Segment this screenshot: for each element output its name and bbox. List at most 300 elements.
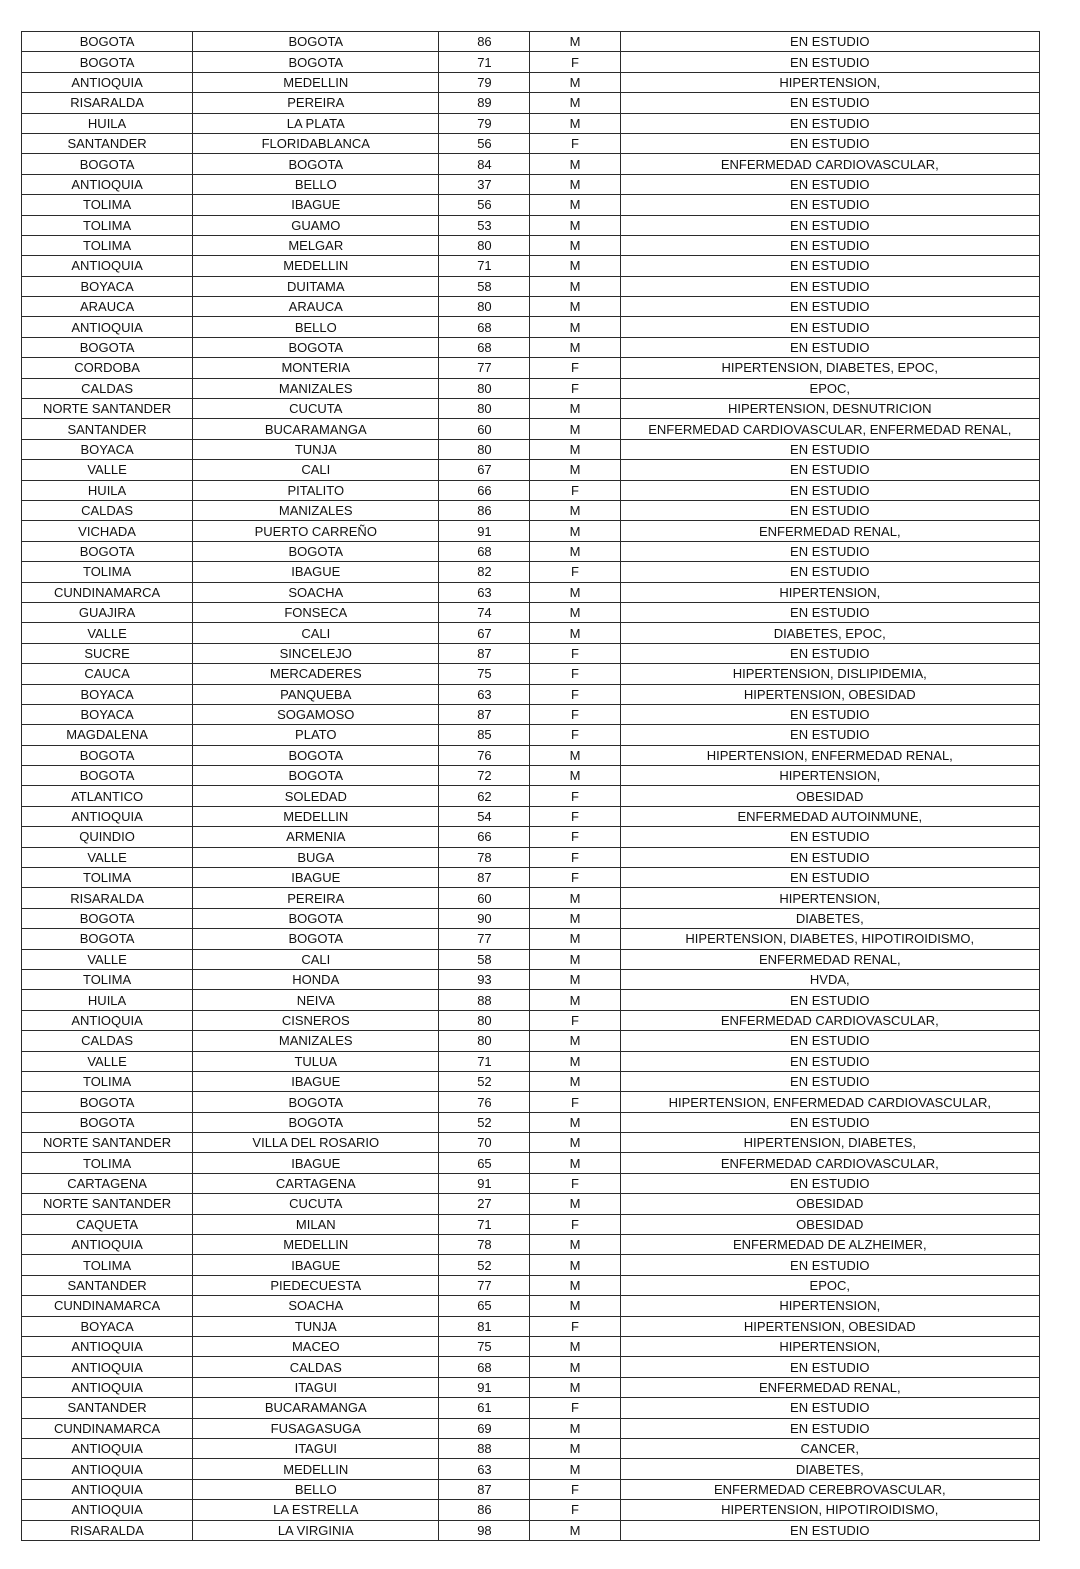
municipality-cell: TULUA bbox=[193, 1051, 439, 1071]
department-cell: CORDOBA bbox=[22, 358, 193, 378]
department-cell: SUCRE bbox=[22, 643, 193, 663]
table-row bbox=[22, 1459, 1040, 1479]
municipality-cell: MANIZALES bbox=[193, 1031, 439, 1051]
condition-cell: OBESIDAD bbox=[620, 1194, 1039, 1214]
municipality-cell: PIEDECUESTA bbox=[193, 1275, 439, 1295]
age-cell: 69 bbox=[439, 1418, 530, 1438]
table-row bbox=[22, 72, 1040, 92]
sex-cell: M bbox=[530, 1438, 620, 1458]
sex-cell: M bbox=[530, 235, 620, 255]
table-row bbox=[22, 623, 1040, 643]
table-row bbox=[22, 1398, 1040, 1418]
condition-cell: OBESIDAD bbox=[620, 786, 1039, 806]
condition-cell: ENFERMEDAD CARDIOVASCULAR, ENFERMEDAD RENAL, bbox=[620, 419, 1039, 439]
table-row bbox=[22, 1133, 1040, 1153]
condition-cell: EN ESTUDIO bbox=[620, 602, 1039, 622]
municipality-cell: ARMENIA bbox=[193, 827, 439, 847]
condition-cell: EN ESTUDIO bbox=[620, 32, 1039, 52]
table-row bbox=[22, 1296, 1040, 1316]
table-row bbox=[22, 1153, 1040, 1173]
sex-cell: M bbox=[530, 93, 620, 113]
sex-cell: F bbox=[530, 562, 620, 582]
sex-cell: M bbox=[530, 500, 620, 520]
department-cell: CARTAGENA bbox=[22, 1173, 193, 1193]
table-row bbox=[22, 337, 1040, 357]
department-cell: CALDAS bbox=[22, 378, 193, 398]
condition-cell: DIABETES, bbox=[620, 1459, 1039, 1479]
municipality-cell: MANIZALES bbox=[193, 500, 439, 520]
condition-cell: EN ESTUDIO bbox=[620, 827, 1039, 847]
sex-cell: M bbox=[530, 1112, 620, 1132]
table-row bbox=[22, 1173, 1040, 1193]
condition-cell: EN ESTUDIO bbox=[620, 1031, 1039, 1051]
table-row bbox=[22, 521, 1040, 541]
age-cell: 65 bbox=[439, 1296, 530, 1316]
municipality-cell: IBAGUE bbox=[193, 1071, 439, 1091]
age-cell: 87 bbox=[439, 704, 530, 724]
age-cell: 60 bbox=[439, 888, 530, 908]
municipality-cell: BOGOTA bbox=[193, 52, 439, 72]
table-row bbox=[22, 195, 1040, 215]
department-cell: BOGOTA bbox=[22, 745, 193, 765]
department-cell: VALLE bbox=[22, 1051, 193, 1071]
sex-cell: M bbox=[530, 1255, 620, 1275]
table-row bbox=[22, 643, 1040, 663]
table-row bbox=[22, 1500, 1040, 1520]
municipality-cell: MANIZALES bbox=[193, 378, 439, 398]
age-cell: 76 bbox=[439, 1092, 530, 1112]
age-cell: 88 bbox=[439, 1438, 530, 1458]
age-cell: 76 bbox=[439, 745, 530, 765]
table-row bbox=[22, 358, 1040, 378]
municipality-cell: MELGAR bbox=[193, 235, 439, 255]
condition-cell: HIPERTENSION, bbox=[620, 1296, 1039, 1316]
municipality-cell: MERCADERES bbox=[193, 664, 439, 684]
condition-cell: OBESIDAD bbox=[620, 1214, 1039, 1234]
municipality-cell: BUCARAMANGA bbox=[193, 419, 439, 439]
municipality-cell: PANQUEBA bbox=[193, 684, 439, 704]
municipality-cell: SOACHA bbox=[193, 1296, 439, 1316]
municipality-cell: CALI bbox=[193, 949, 439, 969]
condition-cell: HIPERTENSION, bbox=[620, 72, 1039, 92]
sex-cell: M bbox=[530, 1133, 620, 1153]
age-cell: 91 bbox=[439, 1377, 530, 1397]
table-row bbox=[22, 1337, 1040, 1357]
department-cell: ANTIOQUIA bbox=[22, 72, 193, 92]
table-row bbox=[22, 297, 1040, 317]
municipality-cell: IBAGUE bbox=[193, 562, 439, 582]
municipality-cell: BOGOTA bbox=[193, 541, 439, 561]
table-row bbox=[22, 133, 1040, 153]
sex-cell: M bbox=[530, 1377, 620, 1397]
sex-cell: M bbox=[530, 419, 620, 439]
condition-cell: HIPERTENSION, ENFERMEDAD CARDIOVASCULAR, bbox=[620, 1092, 1039, 1112]
condition-cell: ENFERMEDAD CARDIOVASCULAR, bbox=[620, 1153, 1039, 1173]
table-row bbox=[22, 378, 1040, 398]
sex-cell: M bbox=[530, 1337, 620, 1357]
age-cell: 78 bbox=[439, 1235, 530, 1255]
condition-cell: DIABETES, EPOC, bbox=[620, 623, 1039, 643]
sex-cell: M bbox=[530, 1275, 620, 1295]
table-row bbox=[22, 1275, 1040, 1295]
table-row bbox=[22, 868, 1040, 888]
age-cell: 37 bbox=[439, 174, 530, 194]
sex-cell: M bbox=[530, 1459, 620, 1479]
table-row bbox=[22, 52, 1040, 72]
condition-cell: EN ESTUDIO bbox=[620, 868, 1039, 888]
table-row bbox=[22, 317, 1040, 337]
department-cell: BOYACA bbox=[22, 276, 193, 296]
condition-cell: HIPERTENSION, OBESIDAD bbox=[620, 684, 1039, 704]
sex-cell: F bbox=[530, 378, 620, 398]
municipality-cell: CUCUTA bbox=[193, 399, 439, 419]
table-row bbox=[22, 908, 1040, 928]
table-row bbox=[22, 1051, 1040, 1071]
age-cell: 53 bbox=[439, 215, 530, 235]
condition-cell: HIPERTENSION, bbox=[620, 582, 1039, 602]
sex-cell: F bbox=[530, 1092, 620, 1112]
municipality-cell: CALI bbox=[193, 623, 439, 643]
table-row bbox=[22, 888, 1040, 908]
municipality-cell: IBAGUE bbox=[193, 1255, 439, 1275]
condition-cell: EN ESTUDIO bbox=[620, 113, 1039, 133]
age-cell: 90 bbox=[439, 908, 530, 928]
table-row bbox=[22, 276, 1040, 296]
table-row bbox=[22, 399, 1040, 419]
condition-cell: EN ESTUDIO bbox=[620, 1051, 1039, 1071]
municipality-cell: BELLO bbox=[193, 317, 439, 337]
age-cell: 91 bbox=[439, 521, 530, 541]
municipality-cell: MILAN bbox=[193, 1214, 439, 1234]
municipality-cell: ARAUCA bbox=[193, 297, 439, 317]
department-cell: ANTIOQUIA bbox=[22, 1438, 193, 1458]
table-row bbox=[22, 541, 1040, 561]
sex-cell: F bbox=[530, 480, 620, 500]
department-cell: ANTIOQUIA bbox=[22, 1337, 193, 1357]
age-cell: 79 bbox=[439, 113, 530, 133]
municipality-cell: SOGAMOSO bbox=[193, 704, 439, 724]
department-cell: GUAJIRA bbox=[22, 602, 193, 622]
sex-cell: F bbox=[530, 684, 620, 704]
age-cell: 86 bbox=[439, 1500, 530, 1520]
age-cell: 88 bbox=[439, 990, 530, 1010]
table-row bbox=[22, 1194, 1040, 1214]
department-cell: ANTIOQUIA bbox=[22, 174, 193, 194]
sex-cell: M bbox=[530, 1418, 620, 1438]
condition-cell: ENFERMEDAD CARDIOVASCULAR, bbox=[620, 1010, 1039, 1030]
table-row bbox=[22, 1214, 1040, 1234]
department-cell: BOGOTA bbox=[22, 32, 193, 52]
age-cell: 71 bbox=[439, 1051, 530, 1071]
department-cell: BOYACA bbox=[22, 1316, 193, 1336]
municipality-cell: BUCARAMANGA bbox=[193, 1398, 439, 1418]
condition-cell: EN ESTUDIO bbox=[620, 256, 1039, 276]
age-cell: 87 bbox=[439, 643, 530, 663]
table-row bbox=[22, 664, 1040, 684]
sex-cell: M bbox=[530, 623, 620, 643]
condition-cell: EN ESTUDIO bbox=[620, 541, 1039, 561]
age-cell: 86 bbox=[439, 500, 530, 520]
sex-cell: M bbox=[530, 399, 620, 419]
department-cell: ANTIOQUIA bbox=[22, 1235, 193, 1255]
condition-cell: HIPERTENSION, bbox=[620, 888, 1039, 908]
table-row bbox=[22, 949, 1040, 969]
department-cell: SANTANDER bbox=[22, 1398, 193, 1418]
sex-cell: F bbox=[530, 1398, 620, 1418]
age-cell: 54 bbox=[439, 806, 530, 826]
condition-cell: ENFERMEDAD AUTOINMUNE, bbox=[620, 806, 1039, 826]
table-row bbox=[22, 1010, 1040, 1030]
age-cell: 68 bbox=[439, 337, 530, 357]
municipality-cell: MACEO bbox=[193, 1337, 439, 1357]
municipality-cell: ITAGUI bbox=[193, 1438, 439, 1458]
sex-cell: M bbox=[530, 215, 620, 235]
department-cell: VICHADA bbox=[22, 521, 193, 541]
municipality-cell: BOGOTA bbox=[193, 929, 439, 949]
sex-cell: F bbox=[530, 786, 620, 806]
department-cell: TOLIMA bbox=[22, 215, 193, 235]
department-cell: BOYACA bbox=[22, 684, 193, 704]
sex-cell: F bbox=[530, 1214, 620, 1234]
municipality-cell: ITAGUI bbox=[193, 1377, 439, 1397]
table-row bbox=[22, 827, 1040, 847]
age-cell: 71 bbox=[439, 52, 530, 72]
condition-cell: EN ESTUDIO bbox=[620, 643, 1039, 663]
condition-cell: HIPERTENSION, HIPOTIROIDISMO, bbox=[620, 1500, 1039, 1520]
department-cell: ANTIOQUIA bbox=[22, 806, 193, 826]
sex-cell: F bbox=[530, 358, 620, 378]
department-cell: RISARALDA bbox=[22, 1520, 193, 1540]
age-cell: 70 bbox=[439, 1133, 530, 1153]
table-row bbox=[22, 929, 1040, 949]
sex-cell: M bbox=[530, 949, 620, 969]
age-cell: 58 bbox=[439, 949, 530, 969]
age-cell: 87 bbox=[439, 1479, 530, 1499]
condition-cell: HIPERTENSION, OBESIDAD bbox=[620, 1316, 1039, 1336]
condition-cell: EN ESTUDIO bbox=[620, 1418, 1039, 1438]
condition-cell: HIPERTENSION, DIABETES, EPOC, bbox=[620, 358, 1039, 378]
age-cell: 80 bbox=[439, 378, 530, 398]
age-cell: 82 bbox=[439, 562, 530, 582]
sex-cell: M bbox=[530, 766, 620, 786]
municipality-cell: IBAGUE bbox=[193, 1153, 439, 1173]
age-cell: 84 bbox=[439, 154, 530, 174]
condition-cell: EN ESTUDIO bbox=[620, 215, 1039, 235]
municipality-cell: TUNJA bbox=[193, 439, 439, 459]
department-cell: HUILA bbox=[22, 990, 193, 1010]
age-cell: 52 bbox=[439, 1255, 530, 1275]
age-cell: 68 bbox=[439, 1357, 530, 1377]
condition-cell: HIPERTENSION, DESNUTRICION bbox=[620, 399, 1039, 419]
sex-cell: F bbox=[530, 827, 620, 847]
age-cell: 79 bbox=[439, 72, 530, 92]
department-cell: CAQUETA bbox=[22, 1214, 193, 1234]
sex-cell: M bbox=[530, 908, 620, 928]
condition-cell: ENFERMEDAD CARDIOVASCULAR, bbox=[620, 154, 1039, 174]
cases-table bbox=[21, 31, 1040, 1541]
condition-cell: EN ESTUDIO bbox=[620, 704, 1039, 724]
age-cell: 85 bbox=[439, 725, 530, 745]
age-cell: 66 bbox=[439, 480, 530, 500]
municipality-cell: PITALITO bbox=[193, 480, 439, 500]
age-cell: 80 bbox=[439, 1010, 530, 1030]
condition-cell: HIPERTENSION, DISLIPIDEMIA, bbox=[620, 664, 1039, 684]
table-row bbox=[22, 480, 1040, 500]
age-cell: 68 bbox=[439, 541, 530, 561]
condition-cell: EN ESTUDIO bbox=[620, 1071, 1039, 1091]
age-cell: 63 bbox=[439, 1459, 530, 1479]
sex-cell: M bbox=[530, 317, 620, 337]
table-row bbox=[22, 93, 1040, 113]
municipality-cell: FUSAGASUGA bbox=[193, 1418, 439, 1438]
age-cell: 58 bbox=[439, 276, 530, 296]
department-cell: VALLE bbox=[22, 623, 193, 643]
municipality-cell: GUAMO bbox=[193, 215, 439, 235]
department-cell: BOGOTA bbox=[22, 908, 193, 928]
age-cell: 93 bbox=[439, 969, 530, 989]
sex-cell: M bbox=[530, 174, 620, 194]
condition-cell: ENFERMEDAD RENAL, bbox=[620, 521, 1039, 541]
condition-cell: EPOC, bbox=[620, 1275, 1039, 1295]
department-cell: ANTIOQUIA bbox=[22, 1357, 193, 1377]
municipality-cell: PUERTO CARREÑO bbox=[193, 521, 439, 541]
municipality-cell: CALI bbox=[193, 460, 439, 480]
municipality-cell: MEDELLIN bbox=[193, 72, 439, 92]
municipality-cell: MEDELLIN bbox=[193, 806, 439, 826]
condition-cell: EN ESTUDIO bbox=[620, 439, 1039, 459]
municipality-cell: LA ESTRELLA bbox=[193, 1500, 439, 1520]
age-cell: 63 bbox=[439, 582, 530, 602]
sex-cell: M bbox=[530, 602, 620, 622]
department-cell: ATLANTICO bbox=[22, 786, 193, 806]
condition-cell: EPOC, bbox=[620, 378, 1039, 398]
table-row bbox=[22, 235, 1040, 255]
sex-cell: M bbox=[530, 256, 620, 276]
sex-cell: M bbox=[530, 582, 620, 602]
age-cell: 98 bbox=[439, 1520, 530, 1540]
table-row bbox=[22, 847, 1040, 867]
sex-cell: M bbox=[530, 1153, 620, 1173]
department-cell: BOGOTA bbox=[22, 1092, 193, 1112]
sex-cell: F bbox=[530, 704, 620, 724]
sex-cell: M bbox=[530, 1520, 620, 1540]
sex-cell: M bbox=[530, 1194, 620, 1214]
municipality-cell: BELLO bbox=[193, 174, 439, 194]
table-row bbox=[22, 786, 1040, 806]
sex-cell: M bbox=[530, 969, 620, 989]
table-row bbox=[22, 1520, 1040, 1540]
municipality-cell: LA PLATA bbox=[193, 113, 439, 133]
sex-cell: M bbox=[530, 1235, 620, 1255]
age-cell: 67 bbox=[439, 623, 530, 643]
municipality-cell: CARTAGENA bbox=[193, 1173, 439, 1193]
sex-cell: M bbox=[530, 521, 620, 541]
municipality-cell: BOGOTA bbox=[193, 337, 439, 357]
municipality-cell: VILLA DEL ROSARIO bbox=[193, 1133, 439, 1153]
sex-cell: M bbox=[530, 1031, 620, 1051]
department-cell: SANTANDER bbox=[22, 1275, 193, 1295]
table-row bbox=[22, 32, 1040, 52]
municipality-cell: BOGOTA bbox=[193, 154, 439, 174]
municipality-cell: BOGOTA bbox=[193, 32, 439, 52]
sex-cell: M bbox=[530, 439, 620, 459]
department-cell: BOGOTA bbox=[22, 1112, 193, 1132]
age-cell: 56 bbox=[439, 195, 530, 215]
sex-cell: M bbox=[530, 460, 620, 480]
age-cell: 52 bbox=[439, 1071, 530, 1091]
age-cell: 72 bbox=[439, 766, 530, 786]
department-cell: SANTANDER bbox=[22, 419, 193, 439]
age-cell: 62 bbox=[439, 786, 530, 806]
municipality-cell: DUITAMA bbox=[193, 276, 439, 296]
condition-cell: EN ESTUDIO bbox=[620, 1357, 1039, 1377]
municipality-cell: TUNJA bbox=[193, 1316, 439, 1336]
age-cell: 87 bbox=[439, 868, 530, 888]
sex-cell: M bbox=[530, 990, 620, 1010]
table-row bbox=[22, 766, 1040, 786]
department-cell: BOGOTA bbox=[22, 929, 193, 949]
sex-cell: F bbox=[530, 133, 620, 153]
municipality-cell: PLATO bbox=[193, 725, 439, 745]
sex-cell: F bbox=[530, 1479, 620, 1499]
age-cell: 77 bbox=[439, 1275, 530, 1295]
municipality-cell: BOGOTA bbox=[193, 1112, 439, 1132]
department-cell: ANTIOQUIA bbox=[22, 1010, 193, 1030]
sex-cell: F bbox=[530, 1173, 620, 1193]
sex-cell: M bbox=[530, 1357, 620, 1377]
municipality-cell: LA VIRGINIA bbox=[193, 1520, 439, 1540]
department-cell: SANTANDER bbox=[22, 133, 193, 153]
sex-cell: F bbox=[530, 868, 620, 888]
department-cell: NORTE SANTANDER bbox=[22, 1133, 193, 1153]
condition-cell: EN ESTUDIO bbox=[620, 480, 1039, 500]
sex-cell: M bbox=[530, 276, 620, 296]
condition-cell: EN ESTUDIO bbox=[620, 460, 1039, 480]
department-cell: CUNDINAMARCA bbox=[22, 1296, 193, 1316]
condition-cell: ENFERMEDAD CEREBROVASCULAR, bbox=[620, 1479, 1039, 1499]
condition-cell: EN ESTUDIO bbox=[620, 52, 1039, 72]
table-row bbox=[22, 1479, 1040, 1499]
table-row bbox=[22, 990, 1040, 1010]
sex-cell: M bbox=[530, 1296, 620, 1316]
table-row bbox=[22, 460, 1040, 480]
table-row bbox=[22, 419, 1040, 439]
age-cell: 52 bbox=[439, 1112, 530, 1132]
age-cell: 75 bbox=[439, 1337, 530, 1357]
table-row bbox=[22, 439, 1040, 459]
table-row bbox=[22, 725, 1040, 745]
age-cell: 89 bbox=[439, 93, 530, 113]
table-row bbox=[22, 1235, 1040, 1255]
municipality-cell: NEIVA bbox=[193, 990, 439, 1010]
municipality-cell: PEREIRA bbox=[193, 93, 439, 113]
condition-cell: EN ESTUDIO bbox=[620, 235, 1039, 255]
department-cell: TOLIMA bbox=[22, 1071, 193, 1091]
sex-cell: M bbox=[530, 32, 620, 52]
table-row bbox=[22, 500, 1040, 520]
condition-cell: EN ESTUDIO bbox=[620, 1112, 1039, 1132]
age-cell: 61 bbox=[439, 1398, 530, 1418]
sex-cell: M bbox=[530, 113, 620, 133]
condition-cell: ENFERMEDAD DE ALZHEIMER, bbox=[620, 1235, 1039, 1255]
sex-cell: M bbox=[530, 297, 620, 317]
sex-cell: F bbox=[530, 664, 620, 684]
condition-cell: EN ESTUDIO bbox=[620, 562, 1039, 582]
department-cell: VALLE bbox=[22, 949, 193, 969]
condition-cell: EN ESTUDIO bbox=[620, 337, 1039, 357]
age-cell: 75 bbox=[439, 664, 530, 684]
department-cell: BOYACA bbox=[22, 704, 193, 724]
